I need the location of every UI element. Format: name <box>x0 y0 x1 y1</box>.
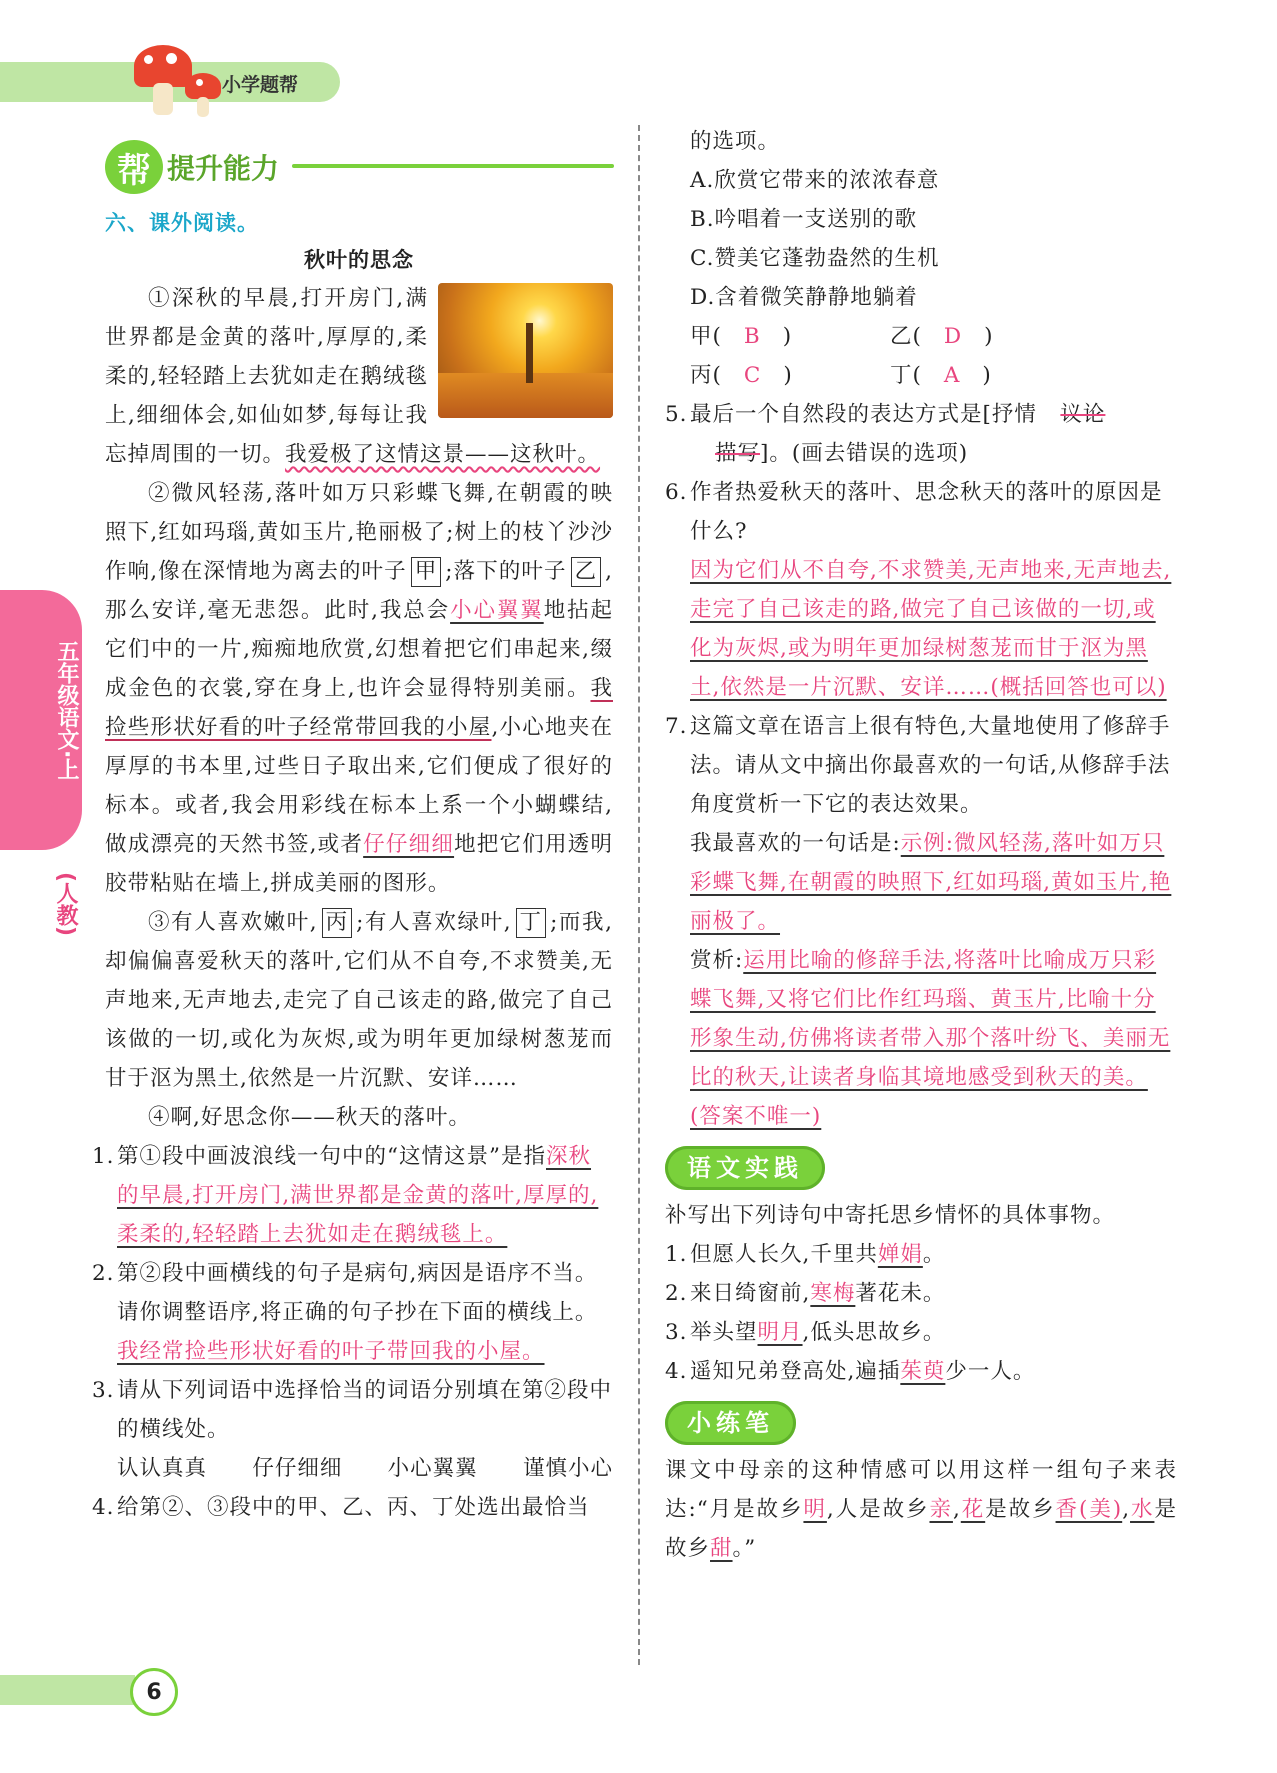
practice-item <box>665 1313 1177 1352</box>
q4-answer-value: A <box>943 363 961 388</box>
q5-option-struck: 描写 <box>715 441 761 466</box>
p2-text-b: ;落下的叶子 <box>445 559 567 584</box>
q4-answer-label: 丁( <box>890 363 922 388</box>
writing-answer: 明 <box>803 1497 827 1522</box>
writing-answer: 花 <box>960 1497 986 1522</box>
q4-options <box>665 161 1177 395</box>
practice-item-answer: 明月 <box>757 1320 803 1345</box>
question-6 <box>665 473 1177 707</box>
q1-number: 1. <box>92 1144 115 1169</box>
question-2 <box>92 1254 613 1371</box>
question-7 <box>665 707 1177 1136</box>
q3-word-list <box>117 1449 613 1488</box>
blank-box-jia: 甲 <box>411 557 442 587</box>
q7-number: 7. <box>665 714 688 739</box>
practice-item-number: 1. <box>665 1242 688 1267</box>
practice-item-number: 3. <box>665 1320 688 1345</box>
writing-text-part: ,人是故乡 <box>826 1497 930 1522</box>
reading-heading: 六、课外阅读。 <box>105 211 259 235</box>
blank-box-yi: 乙 <box>571 557 602 587</box>
footer-band <box>0 1675 135 1705</box>
p2-text-f: 地把它们用透明胶带粘贴在墙上,拼成美丽的图形。 <box>105 832 613 896</box>
q3-word: 认认真真 <box>117 1456 208 1481</box>
practice-intro: 补写出下列诗句中寄托思乡情怀的具体事物。 <box>665 1203 1116 1228</box>
q4-number: 4. <box>92 1495 115 1520</box>
q4-answer-close: ) <box>783 363 793 388</box>
p2-text-e: ,小心地夹在厚厚的书本里,过些日子取出来,它们便成了很好的标本。或者,我会用彩线在标本上系一个小蝴蝶结,做成漂亮的天然书签,或者 <box>105 715 613 857</box>
blank-box-ding: 丁 <box>516 908 547 938</box>
brand-name: 小学题帮 <box>222 74 299 96</box>
writing-text-part: 是故乡 <box>665 1497 1177 1561</box>
q4-answer-label: 丙( <box>690 363 722 388</box>
p2-text-c: ,那么安详,毫无悲怨。此时,我总会 <box>105 559 613 623</box>
q6-text: 作者热爱秋天的落叶、思念秋天的落叶的原因是什么? <box>690 480 1163 544</box>
q4-answer-row <box>690 317 1177 356</box>
p3-text-c: ;而我,却偏偏喜爱秋天的落叶,它们从不自夸,不求赞美,无声地来,无声地去,走完了自己该走的路,做完了自己该做的一切,或化为灰烬,或为明年更加绿树葱茏而甘于沤为黑土,依然是一片沉默、安详…… <box>105 910 613 1091</box>
question-4 <box>92 1488 613 1527</box>
q2-answer: 我经常捡些形状好看的叶子带回我的小屋。 <box>117 1339 545 1364</box>
writing-text <box>665 1451 1177 1568</box>
practice-item-text: ,低头思故乡。 <box>802 1320 946 1345</box>
q4-option: D.含着微笑静静地躺着 <box>690 285 918 310</box>
p2-text-d: 地拈起它们中的一片,痴痴地欣赏,幻想着把它们串起来,缀成金色的衣裳,穿在身上,也许会显得特别美丽。 <box>105 598 613 701</box>
column-divider <box>638 125 640 1665</box>
q5-number: 5. <box>665 402 688 427</box>
mushroom-logo-icon <box>130 45 230 120</box>
question-3 <box>92 1371 613 1488</box>
p3-text-a: ③有人喜欢嫩叶, <box>148 910 318 935</box>
q7-analysis-answer: 运用比喻的修辞手法,将落叶比喻成万只彩蝶飞舞,又将它们比作红玛瑙、黄玉片,比喻十分形象生动,仿佛将读者带入那个落叶纷飞、美丽无比的秋天,让读者身临其境地感受到秋天的美。(答案不唯一) <box>690 948 1171 1129</box>
practice-item <box>665 1274 1177 1313</box>
q4-answer-row <box>690 356 1177 395</box>
practice-item-answer: 茱萸 <box>900 1359 946 1384</box>
practice-pill: 语文实践 <box>665 1146 825 1190</box>
article-title: 秋叶的思念 <box>304 248 414 272</box>
question-1 <box>92 1137 613 1254</box>
side-tab-label: 五年级语文·上 <box>54 640 79 781</box>
writing-text-part: 。” <box>732 1536 757 1561</box>
q4-answer-value: C <box>743 363 762 388</box>
writing-answer: 甜 <box>710 1536 733 1561</box>
writing-pill: 小练笔 <box>665 1401 796 1445</box>
practice-item-answer: 寒梅 <box>810 1281 856 1306</box>
page-number: 6 <box>130 1668 178 1716</box>
q6-answer: 因为它们从不自夸,不求赞美,无声地来,无声地去,走完了自己该走的路,做完了自己该做的一切,或化为灰烬,或为明年更加绿树葱茏而甘于沤为黑土,依然是一片沉默、安详……(概括回答也可以) <box>690 558 1172 700</box>
q7-text: 这篇文章在语言上很有特色,大量地使用了修辞手法。请从文中摘出你最喜欢的一句话,从修辞手法角度赏析一下它的表达效果。 <box>690 714 1171 817</box>
section-title <box>105 140 279 194</box>
q3-number: 3. <box>92 1378 115 1403</box>
p3-text-b: ;有人喜欢绿叶, <box>356 910 512 935</box>
practice-item <box>665 1235 1177 1274</box>
q4-text-a: 给第②、③段中的甲、乙、丙、丁处选出最恰当 <box>117 1495 590 1520</box>
q4-answer-value: B <box>743 324 761 349</box>
q4-continued: 的选项。 <box>690 129 781 154</box>
practice-item-text: 但愿人长久,千里共 <box>690 1242 878 1267</box>
q4-answer-label: 乙( <box>890 324 922 349</box>
section-underline <box>292 164 614 168</box>
q4-answer-close: ) <box>984 324 994 349</box>
practice-item-text: 来日绮窗前, <box>690 1281 811 1306</box>
section-badge: 帮 <box>105 140 163 194</box>
q7-analysis-label: 赏析: <box>690 948 744 973</box>
section-title-text: 提升能力 <box>167 152 280 185</box>
paragraph-3 <box>105 903 613 1098</box>
writing-answer: 香(美) <box>1055 1497 1123 1522</box>
p2-text-a: ②微风轻荡,落叶如万只彩蝶飞舞,在朝霞的映照下,红如玛瑙,黄如玉片,艳丽极了;树上的枝丫沙沙作响,像在深情地为离去的叶子 <box>105 481 613 584</box>
p1-wavy-sentence: 我爱极了这情这景——这秋叶。 <box>285 442 601 467</box>
p1-text: ①深秋的早晨,打开房门,满世界都是金黄的落叶,厚厚的,柔柔的,轻轻踏上去犹如走在鹅绒毯上,细细体会,如仙如梦,每每让我忘掉周围的一切。 <box>105 286 428 467</box>
q4-answer-close: ) <box>782 324 793 349</box>
practice-item-text: 少一人。 <box>945 1359 1036 1384</box>
paragraph-4: ④啊,好思念你——秋天的落叶。 <box>148 1105 471 1130</box>
writing-text-part: , <box>1122 1497 1131 1522</box>
q7-fav-answer: 示例:微风轻荡,落叶如万只彩蝶飞舞,在朝霞的映照下,红如玛瑙,黄如玉片,艳丽极了。 <box>690 831 1172 934</box>
q6-number: 6. <box>665 480 688 505</box>
right-column <box>665 122 1177 1568</box>
practice-item-number: 2. <box>665 1281 688 1306</box>
blank-box-bing: 丙 <box>322 908 353 938</box>
practice-item-number: 4. <box>665 1359 688 1384</box>
writing-text-part: 是故乡 <box>985 1497 1056 1522</box>
practice-item-answer: 婵娟 <box>877 1242 923 1267</box>
q5-text-b: ]。(画去错误的选项) <box>760 441 969 466</box>
side-tab-sub: (人教) <box>53 872 78 937</box>
q5-option-struck: 议论 <box>1060 402 1106 427</box>
writing-text-part: 课文中母亲的这种情感可以用这样一组句子来表达:“月是故乡 <box>665 1458 1177 1522</box>
practice-item-text: 遥知兄弟登高处,遍插 <box>690 1359 901 1384</box>
q4-answer-value: D <box>943 324 963 349</box>
q4-answer-label: 甲( <box>690 324 722 349</box>
fill-answer-1: 小心翼翼 <box>450 598 544 623</box>
writing-answer: 水 <box>1130 1497 1155 1522</box>
autumn-tree-photo <box>438 283 613 418</box>
q7-fav-label: 我最喜欢的一句话是: <box>690 831 901 856</box>
q4-option: C.赞美它蓬勃盎然的生机 <box>690 246 940 271</box>
left-column <box>92 205 613 1527</box>
question-5 <box>665 395 1177 473</box>
q3-word: 谨慎小心 <box>522 1456 613 1481</box>
writing-text-part: , <box>952 1497 961 1522</box>
q3-text: 请从下列词语中选择恰当的词语分别填在第②段中的横线处。 <box>117 1378 613 1442</box>
practice-item-text: 。 <box>922 1242 946 1267</box>
fill-answer-2: 仔仔细细 <box>363 832 455 857</box>
q4-option: B.吟唱着一支送别的歌 <box>690 207 918 232</box>
q2-text: 第②段中画横线的句子是病句,病因是语序不当。请你调整语序,将正确的句子抄在下面的横线上。 <box>117 1261 598 1325</box>
q2-number: 2. <box>92 1261 115 1286</box>
q5-text-a: 最后一个自然段的表达方式是[抒情 <box>690 402 1037 427</box>
q1-answer: 深秋的早晨,打开房门,满世界都是金黄的落叶,厚厚的,柔柔的,轻轻踏上去犹如走在鹅绒毯上。 <box>117 1144 599 1247</box>
q3-word: 仔仔细细 <box>252 1456 343 1481</box>
writing-answer: 亲 <box>929 1497 953 1522</box>
p2-underlined-sentence: 我捡些形状好看的叶子经常带回我的小屋 <box>105 676 613 740</box>
q4-answer-close: ) <box>982 363 992 388</box>
practice-item-text: 著花未。 <box>855 1281 946 1306</box>
q4-option: A.欣赏它带来的浓浓春意 <box>690 168 940 193</box>
paragraph-2 <box>105 474 613 903</box>
practice-item <box>665 1352 1177 1391</box>
q1-text: 第①段中画波浪线一句中的“这情这景”是指 <box>117 1144 546 1169</box>
q3-word: 小心翼翼 <box>387 1456 478 1481</box>
practice-item-text: 举头望 <box>690 1320 758 1345</box>
